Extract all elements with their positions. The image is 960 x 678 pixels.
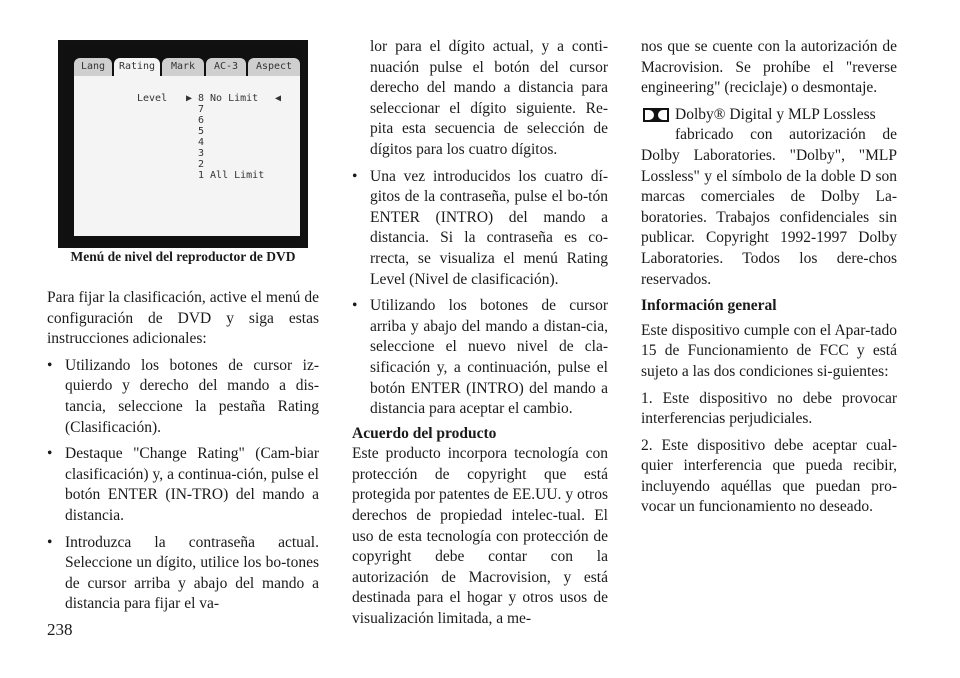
section-heading: Información general [641, 297, 777, 315]
list-item: • Utilizando los botones de cursor iz-quierdo y derecho del mando a dis-tancia, seleccione la pestaña Rating (Clasificación). [47, 356, 319, 438]
dvd-rating-panel [74, 76, 300, 236]
tab-ac3: AC-3 [206, 58, 246, 76]
numbered-item: 2. Este dispositivo debe aceptar cual-quier interferencia que pueda recibir, incluyendo aquéllas que puedan pro-vocar un funcionamiento no deseado. [641, 436, 897, 516]
level-list [198, 93, 264, 181]
list-item: • Destaque "Change Rating" (Cam-biar clasificación) y, a continua-ción, pulse el botón ENTER (IN-TRO) del mando a distancia. [47, 444, 319, 526]
level-item: 4 [198, 137, 205, 148]
col3-body [641, 37, 897, 518]
numbered-item: 1. Este dispositivo no debe provocar interferencias perjudiciales. [641, 389, 897, 428]
dolby-double-d-icon [643, 108, 669, 122]
dvd-screen-frame [64, 46, 302, 242]
level-item: 3 [198, 148, 205, 159]
page-number: 238 [47, 620, 73, 639]
level-item: 6 [198, 115, 205, 126]
list-item: • Introduzca la contraseña actual. Seleccione un dígito, utilice los bo-tones de cursor arriba y abajo del mando a distancia para fijar el va- [47, 533, 319, 615]
tab-lang: Lang [74, 58, 112, 76]
level-item: 5 [198, 126, 205, 137]
left-arrow-icon: ◀ [275, 93, 282, 104]
bullet-list [352, 167, 608, 420]
level-item: 1 All Limit [198, 170, 265, 181]
col2-body [352, 37, 608, 630]
level-label: Level [137, 93, 168, 104]
dolby-first-line: Dolby® Digital y MLP Lossless [675, 105, 876, 123]
col1-body [47, 288, 319, 615]
level-item: 8 No Limit [198, 93, 259, 104]
dolby-block [641, 105, 897, 290]
body-paragraph: Este producto incorpora tecnología con protección de copyright que está protegida por patentes de EE.UU. y otros derechos de propiedad intelec-tual. El uso de esta tecnología con protección de copyright debe contar con la autorización de Macrovision, y está destinada para el hogar y otros usos de visualización limitada, a me- [352, 445, 608, 628]
level-item: 7 [198, 104, 205, 115]
continued-paragraph: nos que se cuente con la autorización de Macrovision. Se prohíbe el "reverse engineering" (reciclaje) o desmontaje. [641, 38, 897, 97]
tab-rating: Rating [114, 58, 160, 76]
dvd-rating-screenshot [58, 40, 308, 248]
figure-caption: Menú de nivel del reproductor de DVD [70, 249, 296, 264]
selected-arrow-icon: ▶ [186, 93, 193, 104]
body-paragraph: Este dispositivo cumple con el Apar-tado 15 de Funcionamiento de FCC y está sujeto a las dos condiciones si-guientes: [641, 321, 897, 380]
dolby-paragraph: fabricado con autorización de Dolby Laboratories. "Dolby", "MLP Lossless" y el símbolo de la doble D son marcas comerciales de Dolby La-boratories. Trabajos confidenciales sin publicar. Copyright 1992-1997 Dolby Laboratories. Todos los dere-chos reservados. [641, 126, 897, 288]
list-item: • Utilizando los botones de cursor arriba y abajo del mando a distan-cia, seleccione el nuevo nivel de cla-sificación y, a continuación, pulse el botón ENTER (INTRO) del mando a distancia para aceptar el cambio. [352, 296, 608, 420]
list-item: • Una vez introducidos los cuatro dí-gitos de la contraseña, pulse el bo-tón ENTER (INTRO) del mando a distancia. Si la contraseña es co-rrecta, se visualiza el menú Rating Level (Nivel de clasificación). [352, 167, 608, 291]
continued-bullet-text: lor para el dígito actual, y a conti-nuación pulse el botón del cursor derecho del mando a distancia para seleccionar el dígito siguiente. Re-pita esta secuencia de selección de dígitos para los cuatro dígitos. [370, 38, 608, 158]
intro-paragraph: Para fijar la clasificación, active el menú de configuración de DVD y siga estas instrucciones adicionales: [47, 289, 319, 348]
tab-mark: Mark [162, 58, 204, 76]
tab-aspect: Aspect [248, 58, 300, 76]
bullet-list [47, 356, 319, 615]
level-item: 2 [198, 159, 205, 170]
section-heading: Acuerdo del producto [352, 424, 497, 442]
